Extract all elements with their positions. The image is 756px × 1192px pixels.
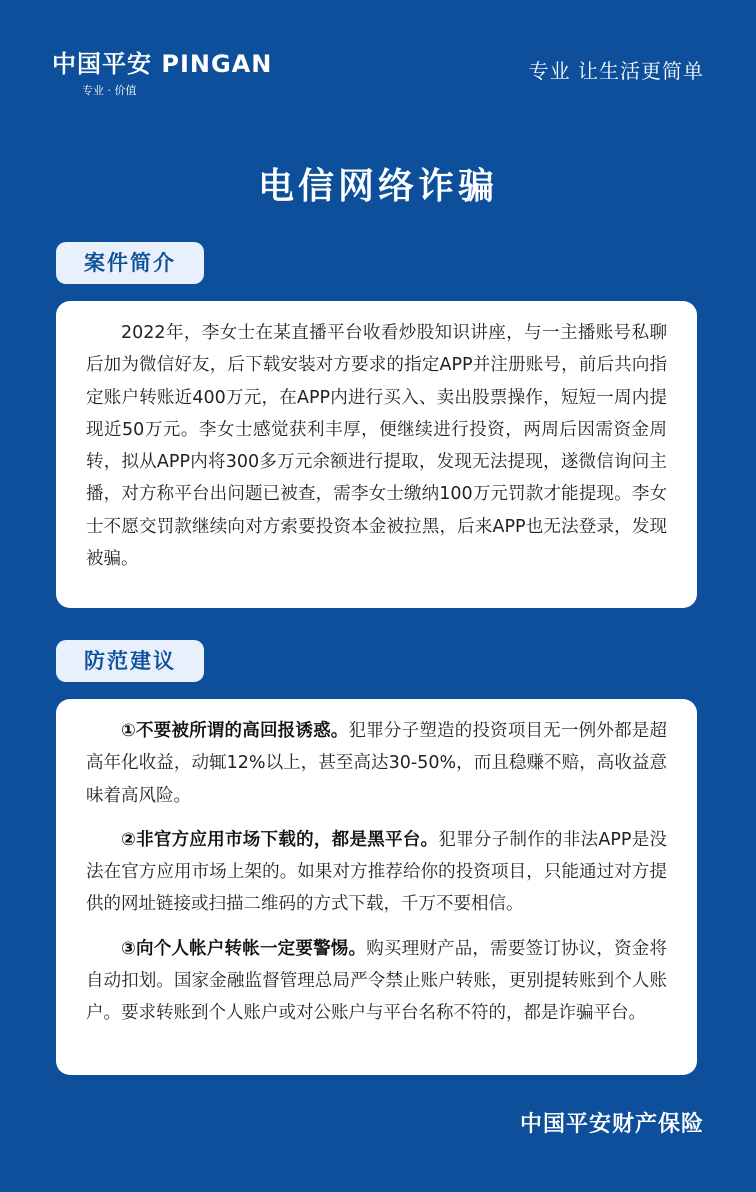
tip-2-heading: ②非官方应用市场下载的，都是黑平台。 [121, 829, 439, 850]
tip-3-text: 购买理财产品，需要签订协议，资金将自动扣划。国家金融监督管理总局严令禁止账户转账，更别提转账到个人账户。要求转账到个人账户或对公账户与平台名称不符的，都是诈骗平台。 [86, 938, 667, 1024]
tip-1-text: 犯罪分子塑造的投资项目无一例外都是超高年化收益，动辄12%以上，甚至高达30-50%，而且稳赚不赔，高收益意味着高风险。 [86, 721, 667, 806]
tip-3-heading: ③向个人帐户转帐一定要警惕。 [121, 938, 367, 959]
slogan: 专业 让生活更简单 [528, 59, 704, 83]
page-title: 电信网络诈骗 [257, 166, 498, 207]
tip-1 [86, 715, 667, 812]
case-body: 2022年，李女士在某直播平台收看炒股知识讲座，与一主播账号私聊后加为微信好友，后下载安装对方要求的指定APP并注册账号，前后共向指定账户转账近400万元，在APP内进行买入、卖出股票操作，短短一周内提现近50万元。李女士感觉获利丰厚，便继续进行投资，两周后因需资金周转，拟从APP内将300多万元余额进行提取，发现无法提现，遂微信询问主播，对方称平台出问题已被查，需李女士缴纳100万元罚款才能提现。李女士不愿交罚款继续向对方索要投资本金被拉黑，后来APP也无法登录，发现被骗。 [86, 323, 667, 570]
case-card [56, 301, 697, 608]
tip-2 [86, 824, 667, 921]
tip-1-heading: ①不要被所谓的高回报诱惑。 [121, 721, 349, 741]
pingan-logo [52, 50, 332, 98]
footer-brand: 中国平安财产保险 [519, 1112, 704, 1137]
tip-2-text: 犯罪分子制作的非法APP是没法在官方应用市场上架的。如果对方推荐给你的投资项目，只能通过对方提供的网址链接或扫描二维码的方式下载，千万不要相信。 [86, 829, 667, 915]
advice-section-label: 防范建议 [56, 640, 204, 682]
tip-3 [86, 933, 667, 1030]
case-section-label: 案件简介 [56, 242, 204, 284]
logo-subtitle: 专业 · 价值 [82, 84, 137, 97]
logo-text: 中国平安 PINGAN [52, 50, 273, 78]
advice-card [56, 699, 697, 1075]
